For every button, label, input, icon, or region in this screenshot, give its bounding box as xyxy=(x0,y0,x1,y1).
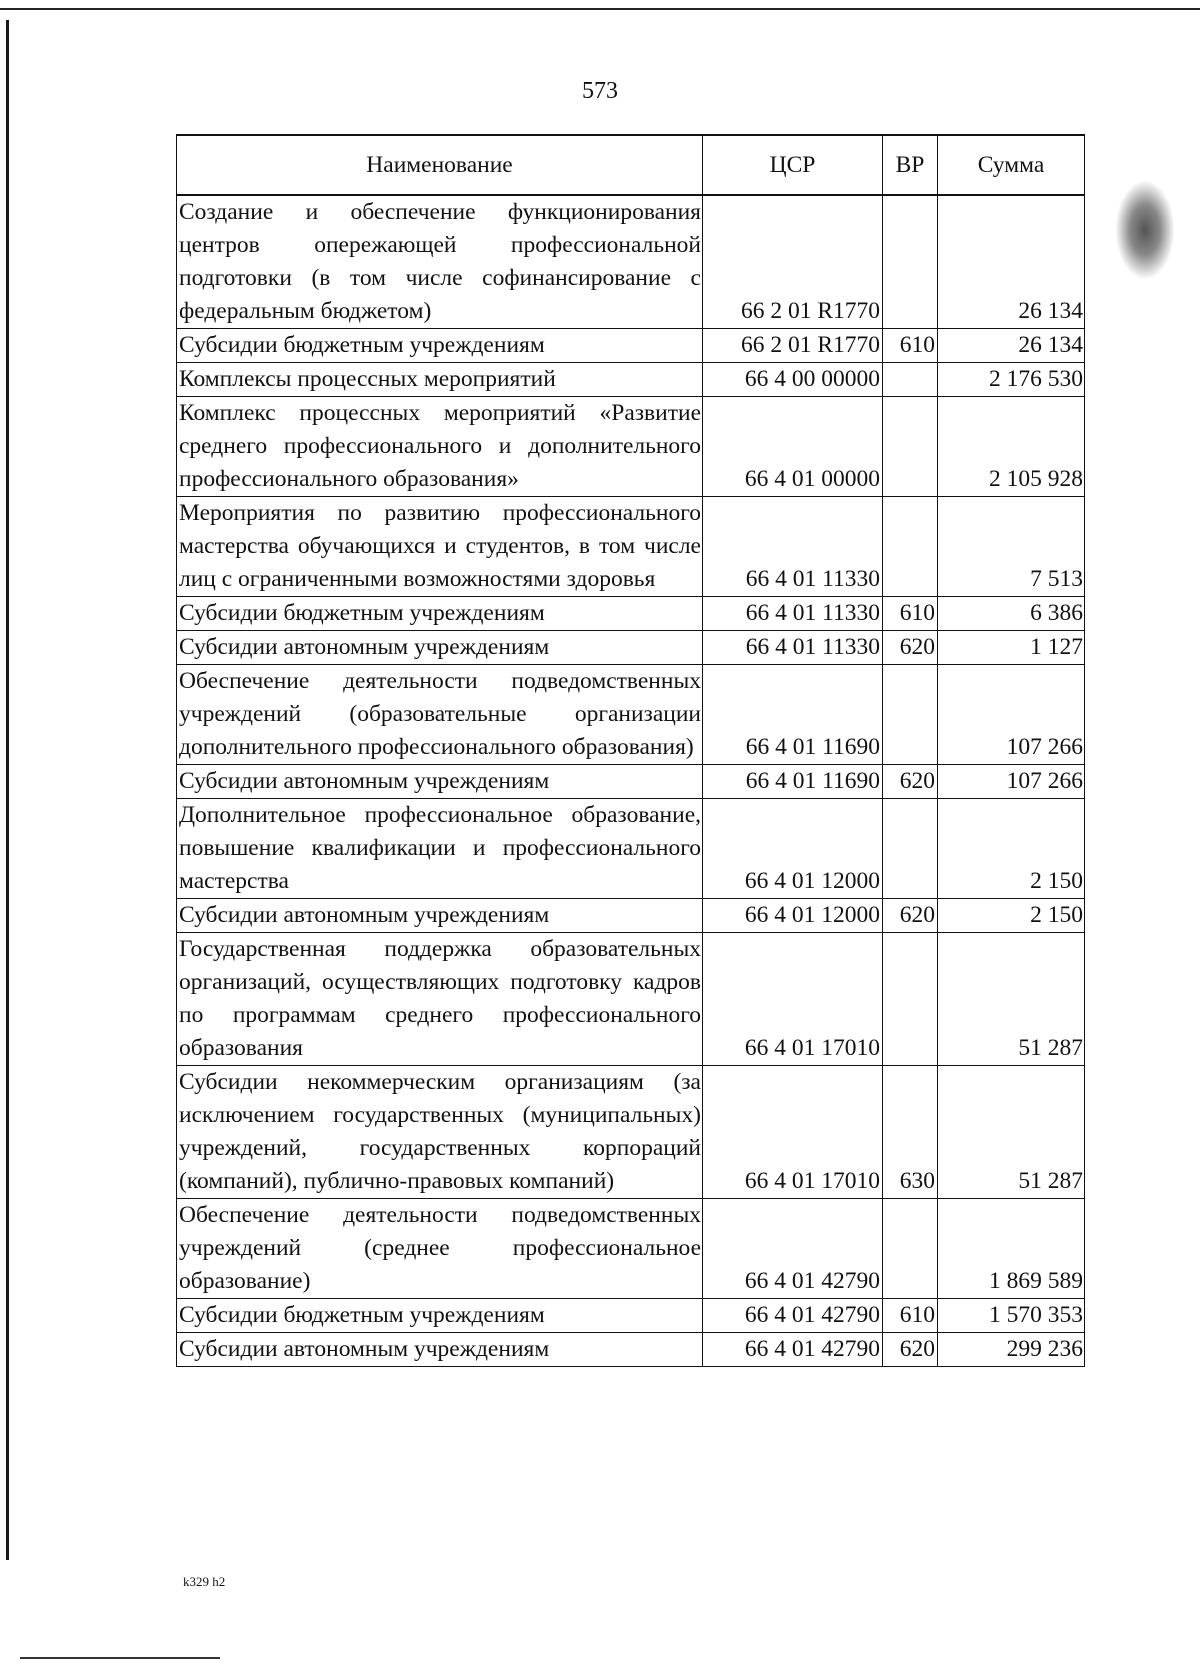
cell-name: Субсидии автономным учреждениям xyxy=(177,1333,703,1367)
cell-sum: 299 236 xyxy=(938,1333,1085,1367)
cell-name: Мероприятия по развитию профессионального мастерства обучающихся и студентов, в том числе лиц с ограниченными возможностями здоровья xyxy=(177,497,703,597)
cell-vr: 610 xyxy=(883,1299,938,1333)
cell-csr: 66 4 00 00000 xyxy=(703,363,883,397)
table-row xyxy=(177,899,1085,933)
cell-vr xyxy=(883,665,938,765)
table-row xyxy=(177,329,1085,363)
cell-sum: 1 127 xyxy=(938,631,1085,665)
cell-sum: 1 869 589 xyxy=(938,1199,1085,1299)
cell-csr: 66 4 01 42790 xyxy=(703,1299,883,1333)
cell-name: Субсидии автономным учреждениям xyxy=(177,899,703,933)
cell-sum: 2 105 928 xyxy=(938,397,1085,497)
cell-vr xyxy=(883,1199,938,1299)
page-number: 573 xyxy=(582,78,618,104)
cell-vr xyxy=(883,195,938,329)
cell-name: Субсидии бюджетным учреждениям xyxy=(177,1299,703,1333)
budget-table xyxy=(176,134,1085,1367)
cell-csr: 66 4 01 17010 xyxy=(703,1066,883,1199)
table-row xyxy=(177,933,1085,1066)
cell-sum: 51 287 xyxy=(938,1066,1085,1199)
table-row xyxy=(177,195,1085,329)
cell-vr xyxy=(883,397,938,497)
cell-vr xyxy=(883,497,938,597)
table-row xyxy=(177,765,1085,799)
cell-csr: 66 4 01 17010 xyxy=(703,933,883,1066)
cell-vr: 620 xyxy=(883,1333,938,1367)
cell-name: Субсидии бюджетным учреждениям xyxy=(177,597,703,631)
table-row xyxy=(177,497,1085,597)
cell-csr: 66 2 01 R1770 xyxy=(703,195,883,329)
header-vr: ВР xyxy=(883,135,938,195)
cell-name: Обеспечение деятельности подведомственных учреждений (образовательные организации дополнительного профессионального образования) xyxy=(177,665,703,765)
cell-name: Обеспечение деятельности подведомственных учреждений (среднее профессиональное образование) xyxy=(177,1199,703,1299)
cell-sum: 2 150 xyxy=(938,799,1085,899)
cell-vr: 610 xyxy=(883,597,938,631)
cell-csr: 66 4 01 11330 xyxy=(703,631,883,665)
cell-csr: 66 4 01 12000 xyxy=(703,899,883,933)
table-row xyxy=(177,1333,1085,1367)
table-row xyxy=(177,1199,1085,1299)
scan-edge-left xyxy=(6,20,9,1560)
cell-csr: 66 4 01 11330 xyxy=(703,597,883,631)
table-row xyxy=(177,799,1085,899)
cell-sum: 51 287 xyxy=(938,933,1085,1066)
cell-sum: 7 513 xyxy=(938,497,1085,597)
table-row xyxy=(177,597,1085,631)
cell-name: Субсидии автономным учреждениям xyxy=(177,631,703,665)
table-row xyxy=(177,1299,1085,1333)
cell-vr xyxy=(883,363,938,397)
cell-csr: 66 4 01 11690 xyxy=(703,665,883,765)
cell-name: Государственная поддержка образовательных организаций, осуществляющих подготовку кадров по программам среднего профессионального образования xyxy=(177,933,703,1066)
footer-code: k329 h2 xyxy=(183,1574,226,1589)
cell-csr: 66 2 01 R1770 xyxy=(703,329,883,363)
cell-name: Комплекс процессных мероприятий «Развитие среднего профессионального и дополнительного профессионального образования» xyxy=(177,397,703,497)
cell-sum: 2 176 530 xyxy=(938,363,1085,397)
cell-vr xyxy=(883,799,938,899)
cell-vr: 630 xyxy=(883,1066,938,1199)
cell-sum: 107 266 xyxy=(938,765,1085,799)
cell-csr: 66 4 01 11330 xyxy=(703,497,883,597)
cell-vr: 620 xyxy=(883,631,938,665)
cell-sum: 2 150 xyxy=(938,899,1085,933)
cell-vr: 620 xyxy=(883,765,938,799)
table-row xyxy=(177,363,1085,397)
scan-smudge xyxy=(1115,180,1175,280)
cell-name: Субсидии автономным учреждениям xyxy=(177,765,703,799)
scan-edge-top xyxy=(0,8,1200,10)
table-header-row xyxy=(177,135,1085,195)
cell-csr: 66 4 01 11690 xyxy=(703,765,883,799)
cell-name: Субсидии бюджетным учреждениям xyxy=(177,329,703,363)
cell-name: Субсидии некоммерческим организациям (за исключением государственных (муниципальных) учреждений, государственных корпораций (компаний), публично-правовых компаний) xyxy=(177,1066,703,1199)
cell-vr: 620 xyxy=(883,899,938,933)
cell-sum: 1 570 353 xyxy=(938,1299,1085,1333)
cell-csr: 66 4 01 42790 xyxy=(703,1199,883,1299)
header-name: Наименование xyxy=(177,135,703,195)
cell-name: Комплексы процессных мероприятий xyxy=(177,363,703,397)
cell-csr: 66 4 01 12000 xyxy=(703,799,883,899)
table-row xyxy=(177,665,1085,765)
cell-vr xyxy=(883,933,938,1066)
cell-name: Создание и обеспечение функционирования центров опережающей профессиональной подготовки (в том числе софинансирование с федеральным бюджетом) xyxy=(177,195,703,329)
table-row xyxy=(177,1066,1085,1199)
header-sum: Сумма xyxy=(938,135,1085,195)
cell-sum: 107 266 xyxy=(938,665,1085,765)
table-row xyxy=(177,397,1085,497)
cell-sum: 26 134 xyxy=(938,195,1085,329)
cell-sum: 26 134 xyxy=(938,329,1085,363)
cell-vr: 610 xyxy=(883,329,938,363)
cell-name: Дополнительное профессиональное образование, повышение квалификации и профессионального мастерства xyxy=(177,799,703,899)
cell-sum: 6 386 xyxy=(938,597,1085,631)
cell-csr: 66 4 01 42790 xyxy=(703,1333,883,1367)
table-row xyxy=(177,631,1085,665)
cell-csr: 66 4 01 00000 xyxy=(703,397,883,497)
scan-edge-bottom xyxy=(20,1657,220,1659)
header-csr: ЦСР xyxy=(703,135,883,195)
